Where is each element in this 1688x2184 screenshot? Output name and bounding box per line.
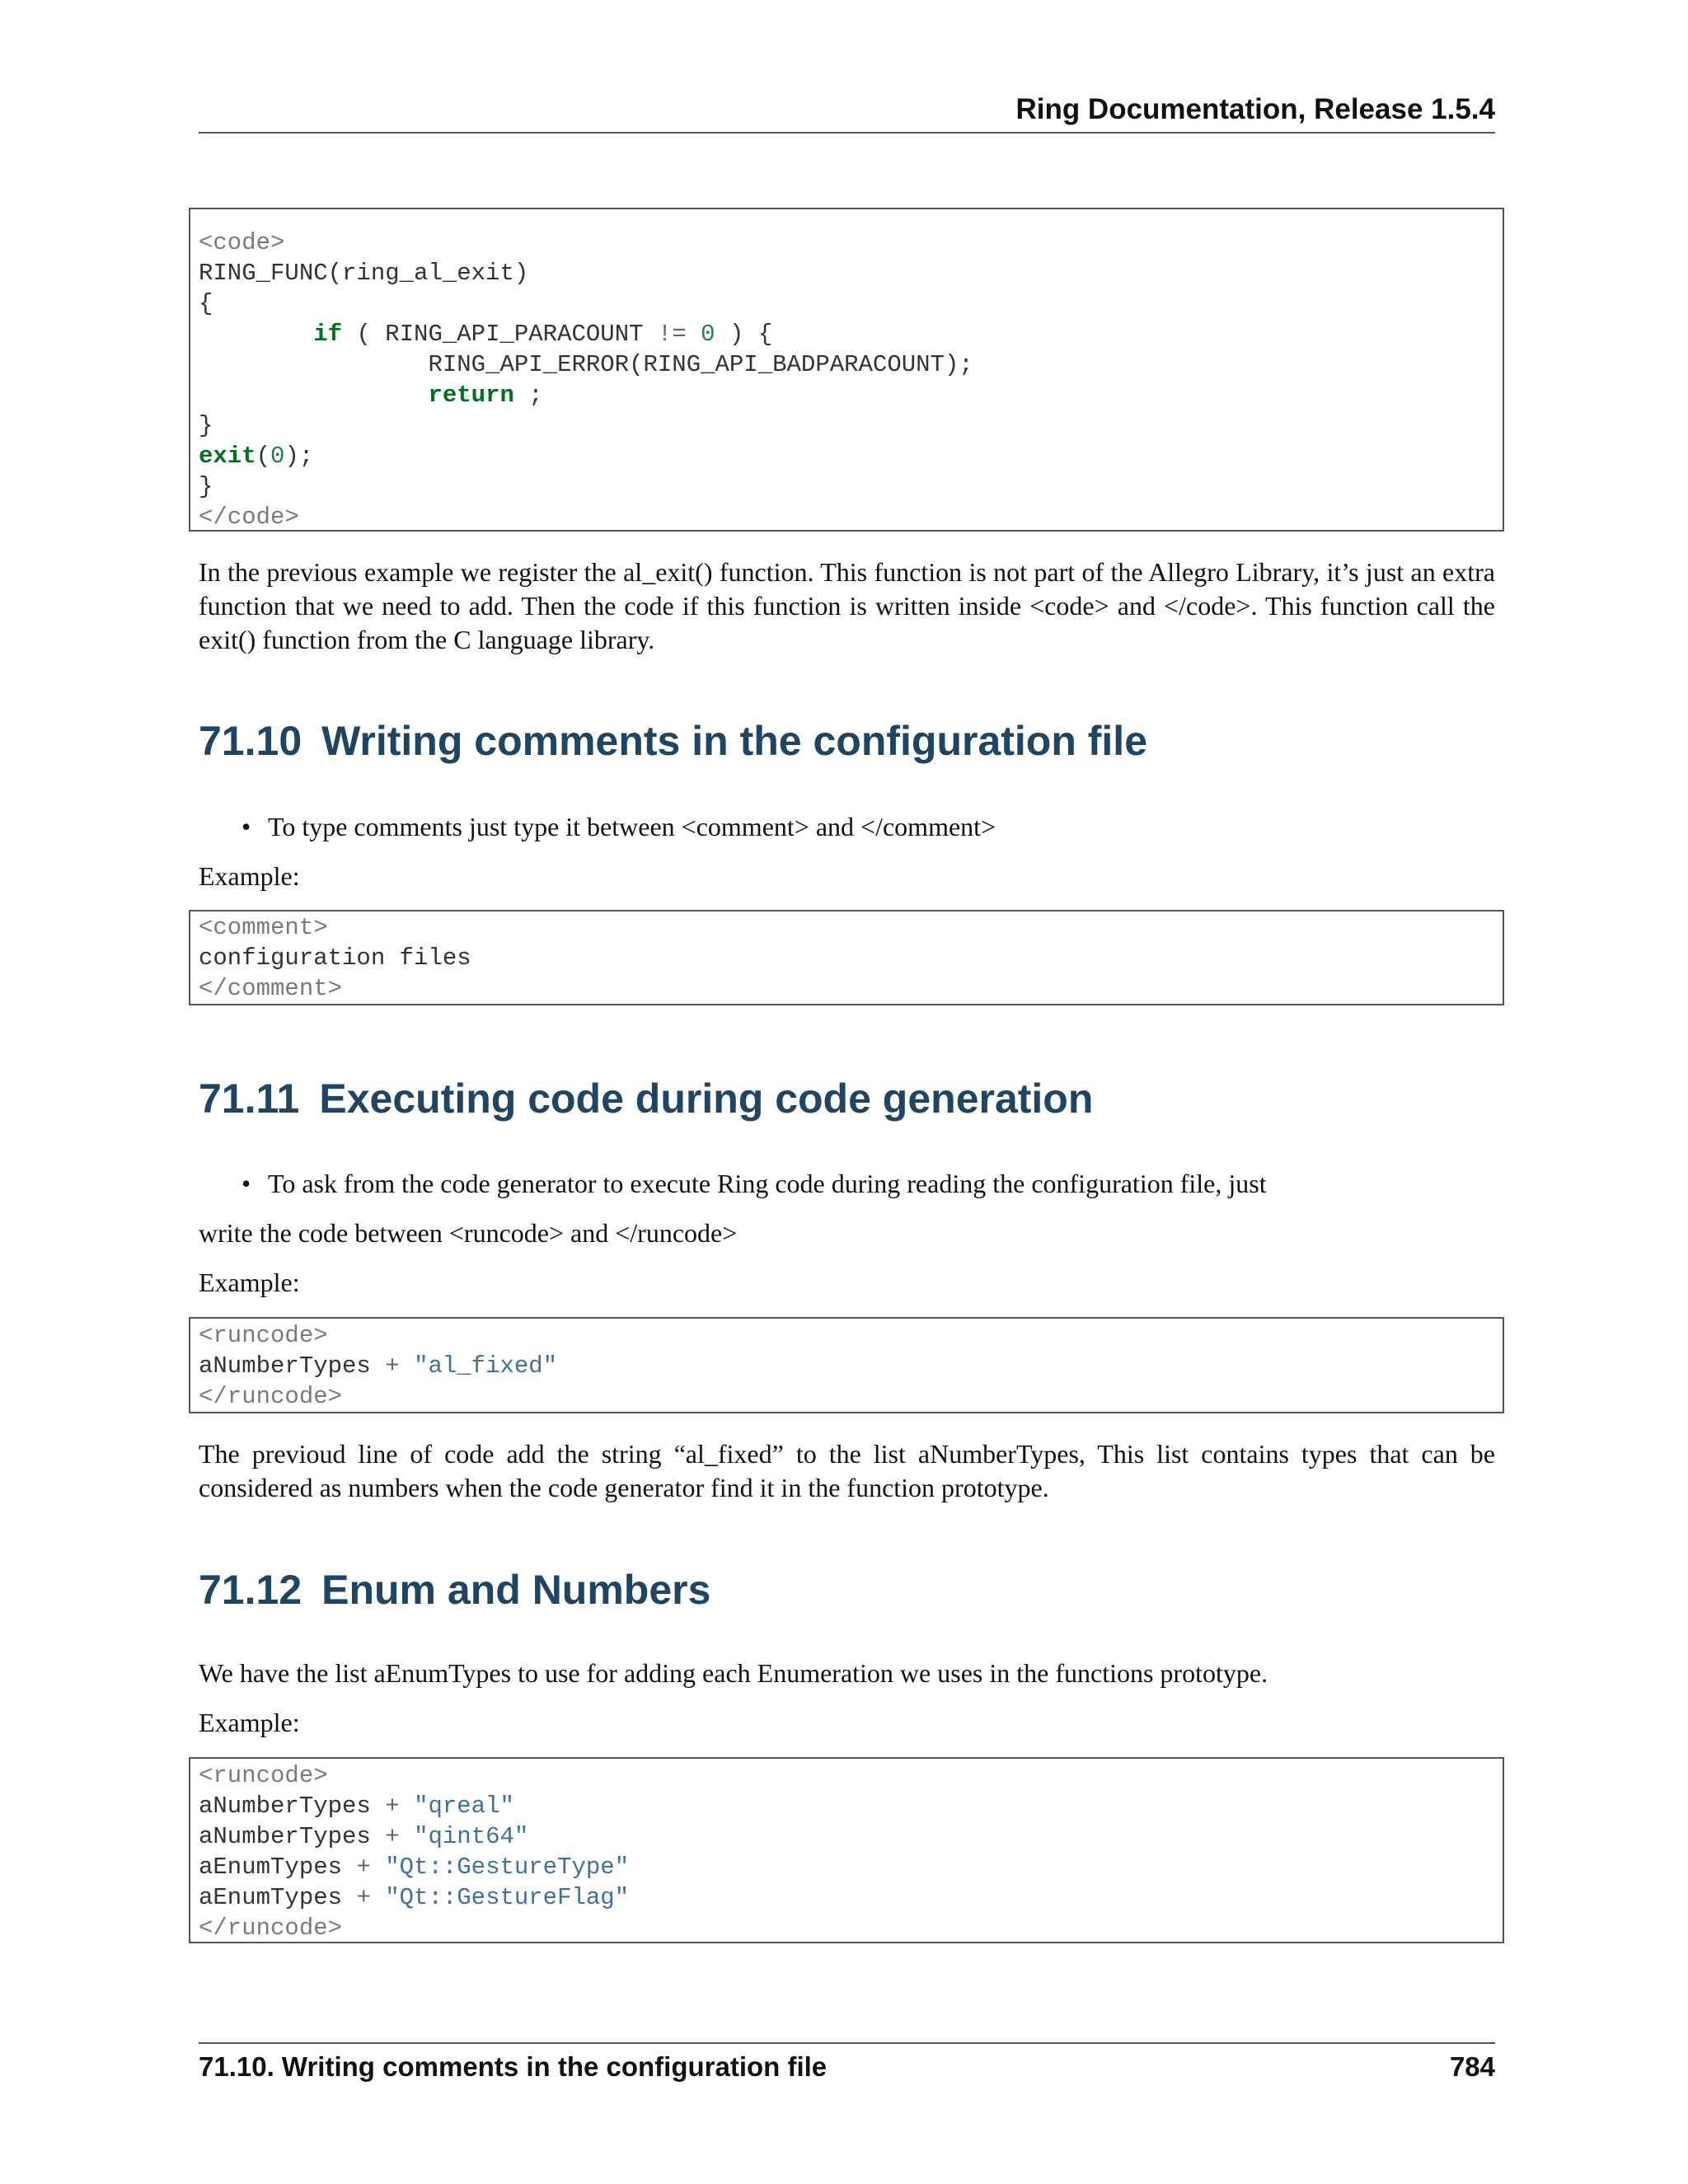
code-line	[199, 943, 1494, 973]
bullet-text: To ask from the code generator to execute Ring code during reading the configuration file, just	[268, 1169, 1267, 1198]
code-token-plain: (	[256, 443, 271, 470]
code-token-str: "qint64"	[414, 1823, 529, 1850]
code-token-plain	[371, 1884, 385, 1911]
code-token-plain: RING_API_ERROR(RING_API_BADPARACOUNT);	[199, 351, 973, 378]
bullet-text: To type comments just type it between <comment> and </comment>	[268, 812, 996, 841]
example-label: Example:	[199, 1708, 300, 1737]
code-block-runcode-example	[189, 1317, 1504, 1413]
bullet-icon: •	[241, 812, 251, 841]
code-token-plain: );	[284, 443, 314, 470]
section-number: 71.12	[199, 1567, 302, 1613]
code-token-plain: RING_FUNC(ring_al_exit)	[199, 260, 529, 287]
code-token-kw: if	[313, 321, 343, 348]
footer-section-title: 71.10. Writing comments in the configuration file	[199, 2051, 828, 2082]
code-token-plain: aNumberTypes	[199, 1352, 386, 1380]
section-title-text: Enum and Numbers	[321, 1567, 711, 1613]
code-token-num: 0	[270, 443, 285, 470]
code-token-op: +	[385, 1823, 400, 1850]
code-block-ring-al-exit	[189, 208, 1504, 532]
paragraph-enum-types: We have the list aEnumTypes to use for adding each Enumeration we uses in the functions prototype.	[199, 1658, 1268, 1688]
code-token-plain: aEnumTypes	[199, 1854, 357, 1881]
code-token-str: "Qt::GestureType"	[385, 1854, 630, 1881]
example-label: Example:	[199, 861, 300, 891]
code-line	[199, 1381, 1494, 1412]
code-token-tag: </runcode>	[199, 1383, 343, 1410]
section-heading-runcode	[199, 1074, 1093, 1123]
code-token-str: "Qt::GestureFlag"	[385, 1884, 630, 1911]
code-token-plain: ) {	[715, 321, 773, 348]
code-token-op: +	[356, 1854, 371, 1881]
code-line	[199, 1882, 1494, 1913]
code-token-plain	[371, 1854, 385, 1881]
code-line	[199, 258, 1494, 288]
code-block-enum-example	[189, 1757, 1504, 1943]
code-token-kw: exit	[199, 443, 256, 470]
code-line	[199, 1913, 1494, 1943]
code-token-plain	[687, 321, 701, 348]
code-line	[199, 227, 1494, 258]
code-token-plain	[199, 382, 428, 409]
code-line	[199, 1320, 1494, 1351]
code-token-plain: configuration files	[199, 944, 471, 972]
code-token-plain: ( RING_API_PARACOUNT	[342, 321, 658, 348]
code-line	[199, 349, 1494, 380]
code-line	[199, 319, 1494, 349]
page-footer	[199, 2042, 1495, 2082]
code-token-str: "qreal"	[414, 1793, 514, 1820]
code-line	[199, 973, 1494, 1004]
paragraph-al-exit-explanation: In the previous example we register the al_exit() function. This function is not part of the Allegro Library, it’s just an extra function that we need to add. Then the code if this function is written inside <code> and </code>. This function call the exit() function from the C language library.	[199, 557, 1495, 654]
code-token-plain: aNumberTypes	[199, 1823, 386, 1850]
code-line	[199, 410, 1494, 441]
code-token-op: +	[356, 1884, 371, 1911]
example-label: Example:	[199, 1268, 300, 1297]
code-token-plain	[400, 1352, 414, 1380]
code-line	[199, 912, 1494, 943]
code-token-plain: aNumberTypes	[199, 1793, 386, 1820]
code-token-plain: {	[199, 290, 213, 317]
code-token-plain: }	[199, 412, 213, 439]
section-title-text: Executing code during code generation	[319, 1076, 1094, 1122]
paragraph-al-fixed-explanation: The previoud line of code add the string “al_fixed” to the list aNumberTypes, This list contains types that can be considered as numbers when the code generator find it in the function prototype.	[199, 1439, 1495, 1502]
bullet-icon: •	[241, 1169, 251, 1198]
code-token-plain	[400, 1823, 414, 1850]
code-token-plain	[400, 1793, 414, 1820]
code-token-tag: </code>	[199, 504, 299, 531]
paragraph-runcode-continuation: write the code between <runcode> and </runcode>	[199, 1218, 738, 1248]
code-line	[199, 1760, 1494, 1791]
code-block-comment-example	[189, 910, 1504, 1005]
code-token-tag: <runcode>	[199, 1322, 328, 1349]
code-line	[199, 1791, 1494, 1821]
code-token-tag: <comment>	[199, 914, 328, 941]
code-token-plain: }	[199, 473, 213, 500]
section-heading-enum-numbers	[199, 1565, 710, 1615]
code-line	[199, 1852, 1494, 1882]
bullet-item-runcode	[243, 1167, 1495, 1201]
code-line	[199, 380, 1494, 410]
code-token-str: "al_fixed"	[414, 1352, 558, 1380]
code-line	[199, 441, 1494, 471]
code-token-op: +	[385, 1793, 400, 1820]
page-header	[199, 92, 1495, 134]
code-token-plain: aEnumTypes	[199, 1884, 357, 1911]
section-number: 71.11	[199, 1076, 300, 1122]
code-line	[199, 502, 1494, 532]
code-token-plain	[199, 321, 313, 348]
code-line	[199, 1351, 1494, 1381]
bullet-item-comments	[243, 810, 1495, 844]
code-token-kw: return	[428, 382, 514, 409]
code-token-tag: <runcode>	[199, 1762, 328, 1789]
page-number: 784	[1449, 2051, 1495, 2082]
code-token-tag: <code>	[199, 229, 285, 256]
code-token-op: !=	[657, 321, 687, 348]
code-line	[199, 1821, 1494, 1852]
code-token-op: +	[385, 1352, 400, 1380]
code-line	[199, 288, 1494, 319]
code-token-tag: </runcode>	[199, 1915, 343, 1942]
section-number: 71.10	[199, 718, 302, 764]
code-token-tag: </comment>	[199, 975, 343, 1002]
code-token-plain: ;	[513, 382, 543, 409]
document-title: Ring Documentation, Release 1.5.4	[1015, 93, 1495, 125]
code-line	[199, 471, 1494, 502]
code-token-num: 0	[701, 321, 715, 348]
section-title-text: Writing comments in the configuration file	[321, 718, 1148, 764]
section-heading-comments	[199, 716, 1147, 766]
